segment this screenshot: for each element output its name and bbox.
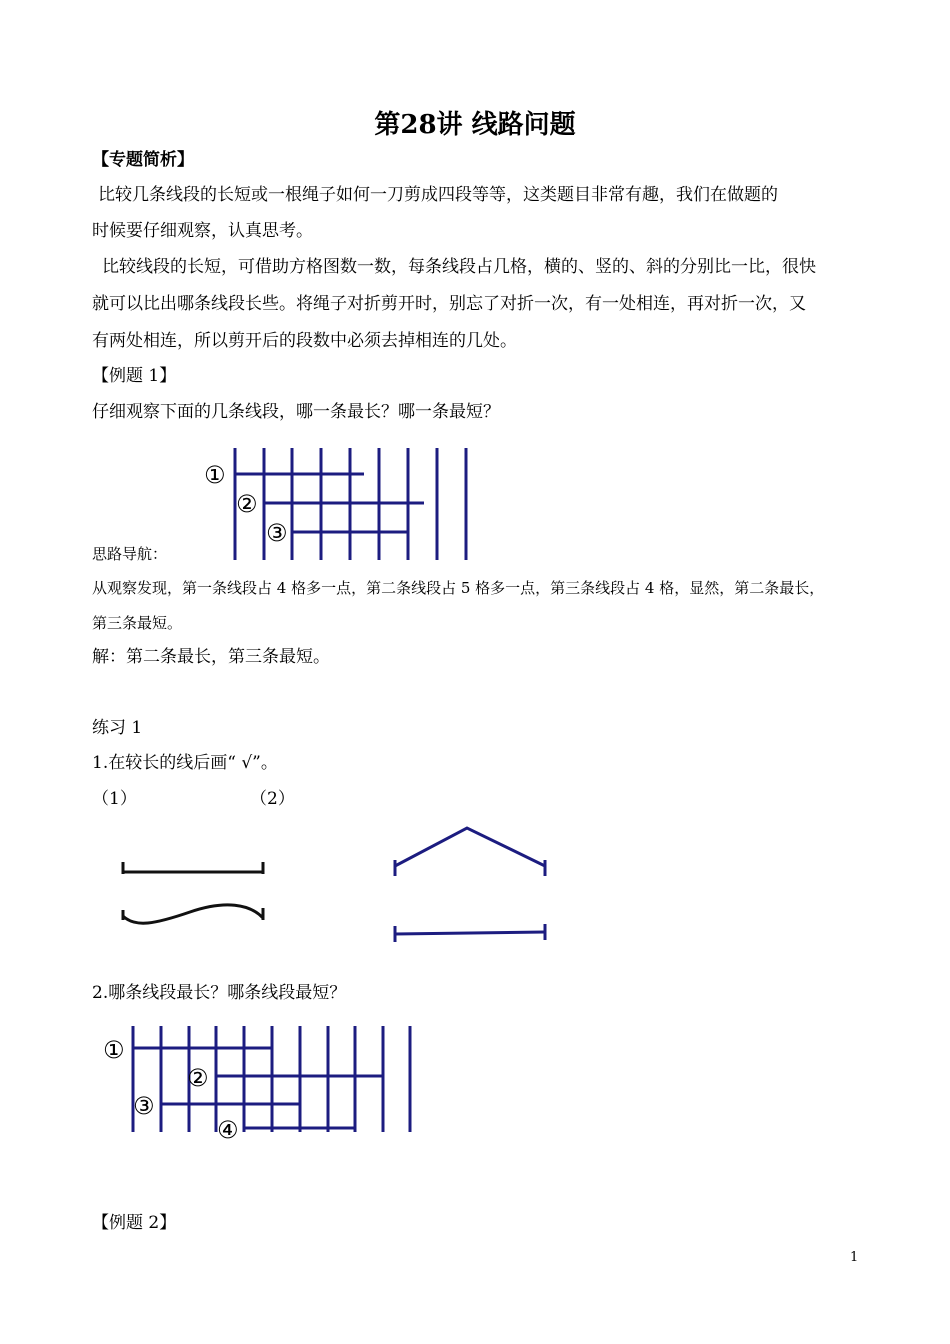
- example1-hint-line2: 第三条最短。: [92, 614, 183, 632]
- q2-grid-lines: [133, 1026, 410, 1132]
- q1-straight-line: [123, 862, 263, 874]
- example1-hint-line1: 从观察发现，第一条线段占 4 格多一点，第二条线段占 5 格多一点，第三条线段占 4 格，显然，第二条最长，: [92, 579, 825, 597]
- example1-figure: [200, 440, 490, 565]
- example2-heading: 【例题 2】: [92, 1213, 177, 1233]
- exercise1-q2: 2.哪条线段最长？哪条线段最短？: [92, 983, 347, 1003]
- exercise1-heading: 练习 1: [92, 718, 143, 738]
- example1-hint-label: 思路导航：: [92, 545, 168, 563]
- intro-heading: 【专题简析】: [92, 150, 194, 170]
- q1-bent-line: [395, 828, 545, 876]
- exercise1-q1-sub1: （1）: [92, 789, 137, 809]
- exercise1-q1: 1.在较长的线后画“ √”。: [92, 753, 278, 773]
- example1-label-1: ①: [204, 461, 226, 489]
- example1-question: 仔细观察下面的几条线段，哪一条最长？哪一条最短？: [92, 402, 500, 422]
- q2-label-2: ②: [187, 1064, 209, 1092]
- example1-label-3: ③: [266, 519, 288, 547]
- intro-p2-line3: 有两处相连，所以剪开后的段数中必须去掉相连的几处。: [92, 331, 517, 351]
- intro-p2-line2: 就可以比出哪条线段长些。将绳子对折剪开时，别忘了对折一次，有一处相连，再对折一次，又: [92, 294, 806, 314]
- example1-label-2: ②: [236, 490, 258, 518]
- exercise1-q1-sub2: （2）: [250, 789, 295, 809]
- example1-heading: 【例题 1】: [92, 366, 177, 386]
- intro-p1-line1: 比较几条线段的长短或一根绳子如何一刀剪成四段等等，这类题目非常有趣，我们在做题的: [98, 185, 778, 205]
- exercise1-q1-figure-2: [385, 820, 560, 950]
- page-title: 第28讲 线路问题: [374, 110, 576, 140]
- q2-label-3: ③: [133, 1092, 155, 1120]
- intro-p1-line2: 时候要仔细观察，认真思考。: [92, 221, 313, 241]
- exercise1-q1-figure-1: [110, 850, 280, 940]
- page-number: 1: [850, 1250, 859, 1265]
- q1-curved-line: [123, 905, 263, 923]
- q2-label-4: ④: [217, 1116, 239, 1144]
- example1-answer: 解：第二条最长，第三条最短。: [92, 647, 330, 667]
- exercise1-q2-figure: [95, 1020, 425, 1145]
- q1-straight-blue-line: [395, 924, 545, 942]
- intro-p2-line1: 比较线段的长短，可借助方格图数一数，每条线段占几格，横的、竖的、斜的分别比一比，很快: [102, 257, 816, 277]
- q2-label-1: ①: [103, 1036, 125, 1064]
